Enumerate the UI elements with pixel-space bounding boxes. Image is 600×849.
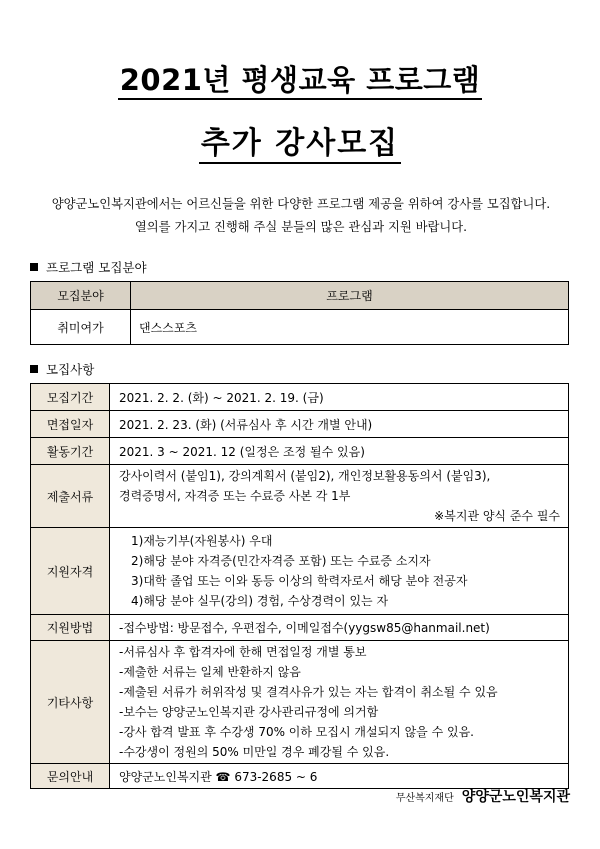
table-row xyxy=(31,310,569,345)
page-title: 2021년 평생교육 프로그램 xyxy=(0,58,600,99)
etc-value xyxy=(110,641,569,764)
docs-line-1: 강사이력서 (붙임1), 강의계획서 (붙임2), 개인정보활용동의서 (붙임3), xyxy=(119,469,491,483)
qualification-item: 4)해당 분야 실무(강의) 경험, 수상경력이 있는 자 xyxy=(131,594,389,608)
qualification-item: 2)해당 분야 자격증(민간자격증 포함) 또는 수료증 소지자 xyxy=(131,554,431,568)
footer xyxy=(396,786,570,806)
qualification-item: 1)재능기부(자원봉사) 우대 xyxy=(131,534,273,548)
header-field: 모집분야 xyxy=(31,282,131,310)
method-value: -접수방법: 방문접수, 우편접수, 이메일접수(yygsw85@hanmail.net) xyxy=(110,615,569,641)
contact-label: 문의안내 xyxy=(31,764,110,789)
square-bullet-icon xyxy=(30,263,38,271)
intro-line-2: 열의를 가지고 진행해 주실 분들의 많은 관심과 지원 바랍니다. xyxy=(134,220,468,234)
qualification-value xyxy=(110,528,569,615)
section-heading-recruit: 모집사항 xyxy=(30,360,94,378)
foundation-name: 무산복지재단 xyxy=(395,793,454,804)
etc-item: -강사 합격 발표 후 수강생 70% 이하 모집시 개설되지 않을 수 있음. xyxy=(119,725,474,739)
section-heading-program: 프로그램 모집분야 xyxy=(30,258,147,276)
organization-name: 양양군노인복지관 xyxy=(461,789,570,805)
page-subtitle: 추가 강사모집 xyxy=(0,118,600,162)
program-value: 댄스스포츠 xyxy=(131,310,569,345)
etc-item: -수강생이 정원의 50% 미만일 경우 폐강될 수 있음. xyxy=(119,745,390,759)
interview-value: 2021. 2. 23. (화) (서류심사 후 시간 개별 안내) xyxy=(110,411,569,438)
qualification-label: 지원자격 xyxy=(31,528,110,615)
table-header-row xyxy=(31,282,569,310)
intro-text xyxy=(18,193,584,239)
method-label: 지원방법 xyxy=(31,615,110,641)
docs-note: ※복지관 양식 준수 필수 xyxy=(434,509,560,523)
etc-item: -서류심사 후 합격자에 한해 면접일정 개별 통보 xyxy=(119,645,367,659)
table-row xyxy=(31,528,569,615)
recruit-table xyxy=(30,383,569,789)
table-row xyxy=(31,465,569,528)
docs-line-2: 경력증명서, 자격증 또는 수료증 사본 각 1부 xyxy=(119,489,351,503)
etc-item: -제출한 서류는 일체 반환하지 않음 xyxy=(119,665,301,679)
etc-item: -제출된 서류가 허위작성 및 결격사유가 있는 자는 합격이 취소될 수 있음 xyxy=(119,685,498,699)
activity-value: 2021. 3 ~ 2021. 12 (일정은 조정 될수 있음) xyxy=(110,438,569,465)
etc-label: 기타사항 xyxy=(31,641,110,764)
program-table xyxy=(30,281,569,345)
table-row xyxy=(31,384,569,411)
header-program: 프로그램 xyxy=(131,282,569,310)
table-row xyxy=(31,764,569,789)
docs-value xyxy=(110,465,569,528)
field-value: 취미여가 xyxy=(31,310,131,345)
intro-line-1: 양양군노인복지관에서는 어르신들을 위한 다양한 프로그램 제공을 위하여 강사를 모집합니다. xyxy=(51,197,551,211)
table-row xyxy=(31,411,569,438)
table-row xyxy=(31,438,569,465)
period-label: 모집기간 xyxy=(31,384,110,411)
interview-label: 면접일자 xyxy=(31,411,110,438)
contact-value: 양양군노인복지관 ☎ 673-2685 ~ 6 xyxy=(110,764,569,789)
docs-label: 제출서류 xyxy=(31,465,110,528)
etc-item: -보수는 양양군노인복지관 강사관리규정에 의거함 xyxy=(119,705,379,719)
square-bullet-icon xyxy=(30,365,38,373)
period-value: 2021. 2. 2. (화) ~ 2021. 2. 19. (금) xyxy=(110,384,569,411)
activity-label: 활동기간 xyxy=(31,438,110,465)
table-row xyxy=(31,641,569,764)
table-row xyxy=(31,615,569,641)
qualification-item: 3)대학 졸업 또는 이와 동등 이상의 학력자로서 해당 분야 전공자 xyxy=(131,574,468,588)
